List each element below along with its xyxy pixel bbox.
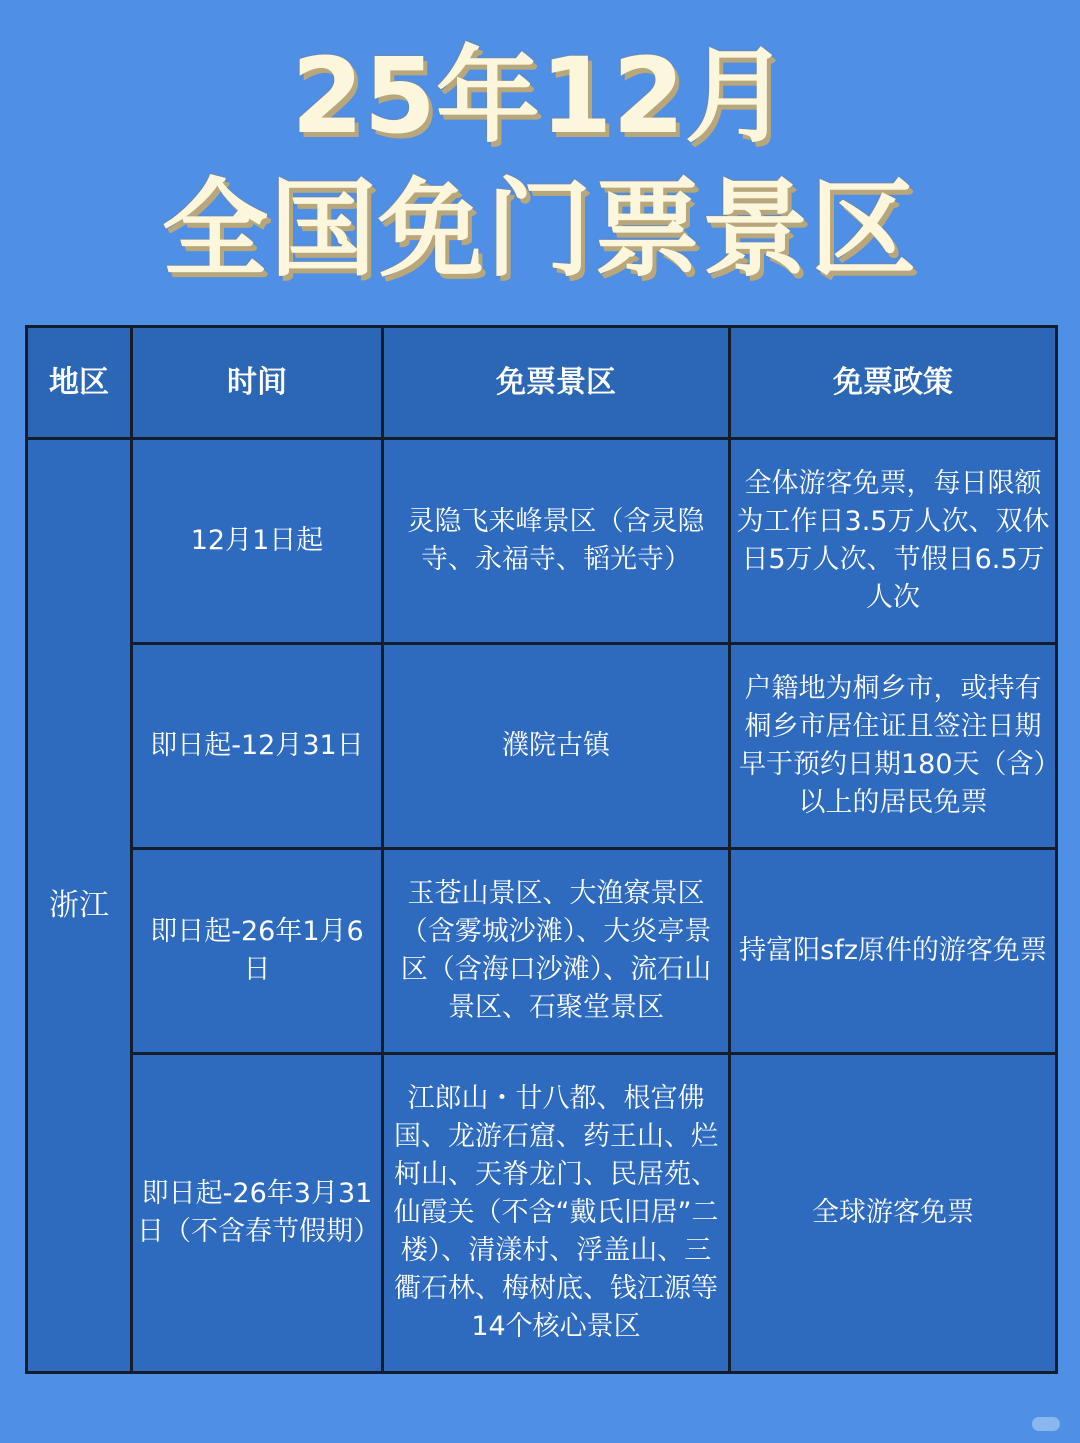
scenic-spots-cell: 玉苍山景区、大渔寮景区（含雾城沙滩）、大炎亭景区（含海口沙滩）、流石山景区、石聚堂景区	[383, 849, 730, 1054]
scenic-spots-cell: 灵隐飞来峰景区（含灵隐寺、永福寺、韬光寺）	[383, 439, 730, 644]
scenic-spots-cell: 濮院古镇	[383, 644, 730, 849]
table-header-row	[27, 327, 1057, 439]
table-row	[27, 1054, 1057, 1373]
time-cell: 即日起-26年1月6日	[132, 849, 383, 1054]
policy-cell: 户籍地为桐乡市，或持有桐乡市居住证且签注日期早于预约日期180天（含）以上的居民免票	[730, 644, 1057, 849]
header-time: 时间	[132, 327, 383, 439]
header-scenic-spots: 免票景区	[383, 327, 730, 439]
time-cell: 12月1日起	[132, 439, 383, 644]
header-region: 地区	[27, 327, 132, 439]
region-cell: 浙江	[27, 439, 132, 1373]
table-row	[27, 644, 1057, 849]
title-line-2: 全国免门票景区	[162, 168, 918, 291]
table-row	[27, 439, 1057, 644]
table-row	[27, 849, 1057, 1054]
policy-cell: 全球游客免票	[730, 1054, 1057, 1373]
time-cell: 即日起-26年3月31日（不含春节假期）	[132, 1054, 383, 1373]
policy-cell: 持富阳sfz原件的游客免票	[730, 849, 1057, 1054]
time-cell: 即日起-12月31日	[132, 644, 383, 849]
scenic-spots-cell: 江郎山・廿八都、根宫佛国、龙游石窟、药王山、烂柯山、天脊龙门、民居苑、仙霞关（不含“戴氏旧居”二楼）、清漾村、浮盖山、三衢石林、梅树底、钱江源等14个核心景区	[383, 1054, 730, 1373]
free-scenic-spots-table	[25, 325, 1058, 1374]
watermark-badge	[1032, 1417, 1060, 1431]
header-policy: 免票政策	[730, 327, 1057, 439]
title-line-1: 25年12月	[291, 35, 789, 157]
policy-cell: 全体游客免票，每日限额为工作日3.5万人次、双休日5万人次、节假日6.5万人次	[730, 439, 1057, 644]
